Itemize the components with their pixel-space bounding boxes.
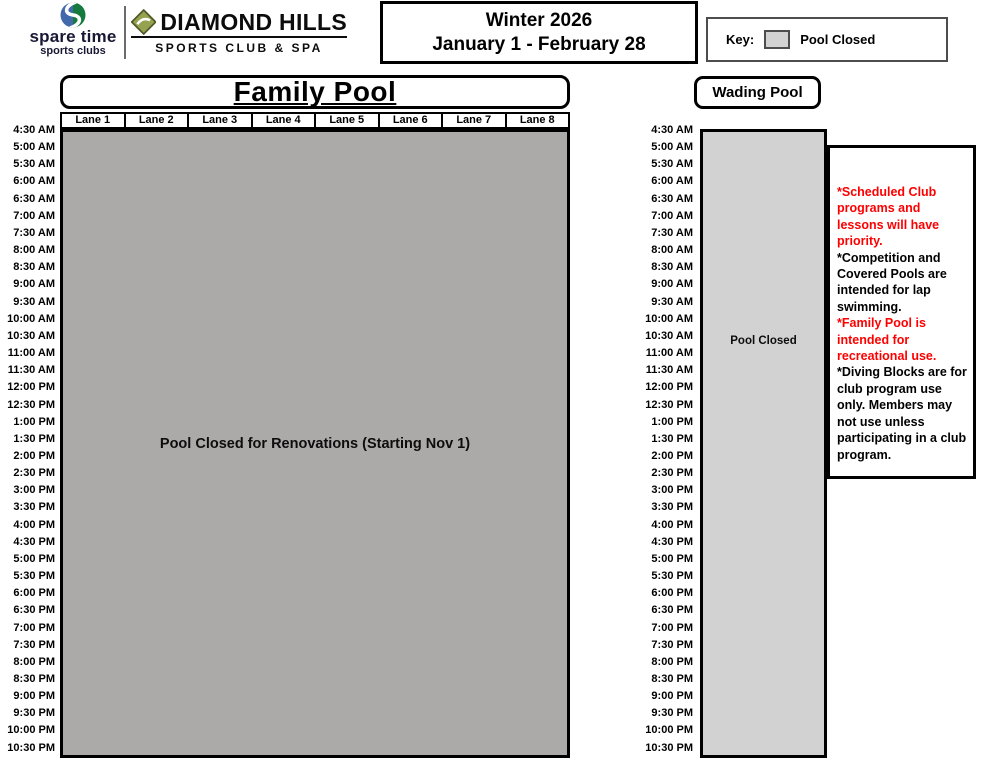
- time-label: 7:00 AM: [13, 209, 55, 222]
- time-label: 3:00 PM: [13, 484, 55, 497]
- time-label: 11:00 AM: [645, 347, 693, 360]
- pool-closed-key-label: Pool Closed: [800, 32, 876, 47]
- time-label: 9:00 AM: [651, 278, 693, 291]
- time-label: 9:00 PM: [651, 690, 693, 703]
- time-label: 10:30 AM: [7, 329, 55, 342]
- time-label: 4:30 AM: [13, 124, 55, 136]
- time-label: 8:30 AM: [651, 261, 693, 274]
- season-title-box: [380, 1, 698, 64]
- family-pool-title: Family Pool: [233, 76, 397, 107]
- time-label: 4:30 AM: [651, 124, 693, 136]
- diamond-hills-name: DIAMOND HILLS: [160, 9, 347, 35]
- wading-pool-title: Wading Pool: [712, 84, 803, 101]
- time-label: 5:00 AM: [13, 141, 55, 154]
- family-pool-title-box: [60, 75, 570, 109]
- spare-time-tagline: sports clubs: [40, 45, 106, 57]
- wading-pool-column: [700, 129, 827, 758]
- time-label: 12:30 PM: [7, 398, 55, 411]
- time-label: 7:30 PM: [13, 638, 55, 651]
- spare-time-ball-icon: [60, 2, 86, 28]
- diamond-hills-rule: [131, 36, 347, 38]
- time-label: 8:00 PM: [13, 655, 55, 668]
- time-label: 9:30 PM: [13, 707, 55, 720]
- diamond-hills-logo: [131, 9, 347, 55]
- notes-box: [827, 145, 976, 479]
- time-label: 10:00 PM: [7, 724, 55, 737]
- wading-pool-title-box: [694, 76, 821, 109]
- time-label: 10:30 PM: [7, 741, 55, 754]
- time-label: 4:30 PM: [651, 535, 693, 548]
- time-label: 1:30 PM: [651, 432, 693, 445]
- legend-box: [706, 17, 948, 62]
- lane-header-cell: Lane 5: [314, 112, 380, 129]
- time-label: 10:30 AM: [645, 329, 693, 342]
- time-label: 6:00 PM: [13, 587, 55, 600]
- lane-header-cell: Lane 2: [124, 112, 190, 129]
- time-label: 7:30 PM: [651, 638, 693, 651]
- time-label: 7:00 PM: [13, 621, 55, 634]
- spare-time-name: spare time: [29, 27, 117, 46]
- time-label: 8:30 PM: [651, 673, 693, 685]
- time-label: 4:00 PM: [651, 518, 693, 531]
- time-label: 9:30 AM: [13, 295, 55, 308]
- time-label: 8:00 AM: [13, 244, 55, 257]
- time-label: 12:30 PM: [645, 398, 693, 411]
- note-segment: *Scheduled Club programs and lessons will have priority.: [837, 185, 940, 249]
- time-label: 8:00 AM: [651, 244, 693, 257]
- time-label: 5:30 PM: [651, 570, 693, 583]
- time-label: 7:30 AM: [651, 226, 693, 239]
- diamond-icon: [131, 9, 156, 35]
- time-label: 12:00 PM: [7, 381, 55, 394]
- time-label: 2:30 PM: [13, 467, 55, 480]
- time-label: 2:30 PM: [651, 467, 693, 480]
- time-label: 9:00 PM: [13, 690, 55, 703]
- time-label: 5:00 PM: [13, 552, 55, 565]
- family-pool-status: Pool Closed for Renovations (Starting Nov 1): [159, 435, 471, 452]
- legend-label: Key:: [726, 32, 755, 47]
- lane-header-cell: Lane 6: [378, 112, 444, 129]
- time-label: 6:30 PM: [13, 604, 55, 617]
- time-label: 6:30 AM: [13, 192, 55, 205]
- lane-header-cell: Lane 3: [187, 112, 253, 129]
- time-label: 9:30 PM: [651, 707, 693, 720]
- time-label: 1:30 PM: [13, 432, 55, 445]
- note-segment: *Diving Blocks are for club program use only. Members may not use unless participating in a club program.: [837, 365, 967, 462]
- lane-header-cell: Lane 8: [505, 112, 571, 129]
- time-label: 7:00 PM: [651, 621, 693, 634]
- time-label: 6:30 AM: [651, 192, 693, 205]
- time-label: 5:00 AM: [651, 141, 693, 154]
- time-label: 7:00 AM: [651, 209, 693, 222]
- time-label: 5:30 PM: [13, 570, 55, 583]
- season-title: Winter 2026: [485, 10, 593, 31]
- note-segment: *Competition and Covered Pools are intended for lap swimming.: [837, 250, 947, 314]
- date-range: January 1 - February 28: [432, 34, 646, 55]
- time-label: 10:00 AM: [645, 312, 693, 325]
- wading-pool-status: Pool Closed: [730, 335, 797, 347]
- time-label: 12:00 PM: [645, 381, 693, 394]
- time-label: 6:30 PM: [651, 604, 693, 617]
- pool-closed-swatch: [764, 30, 790, 49]
- family-pool-time-column: [0, 124, 55, 755]
- time-label: 3:30 PM: [651, 501, 693, 514]
- time-label: 5:00 PM: [651, 552, 693, 565]
- lane-header-cell: Lane 4: [251, 112, 317, 129]
- time-label: 4:30 PM: [13, 535, 55, 548]
- time-label: 4:00 PM: [13, 518, 55, 531]
- note-segment: *Family Pool is intended for recreational use.: [837, 316, 937, 364]
- time-label: 7:30 AM: [13, 226, 55, 239]
- logo-divider: [124, 6, 126, 59]
- time-label: 10:00 AM: [7, 312, 55, 325]
- time-label: 9:30 AM: [651, 295, 693, 308]
- time-label: 9:00 AM: [13, 278, 55, 291]
- diamond-hills-tagline: SPORTS CLUB & SPA: [155, 41, 323, 55]
- time-label: 10:00 PM: [645, 724, 693, 737]
- lane-header-cell: Lane 1: [60, 112, 126, 129]
- time-label: 1:00 PM: [13, 415, 55, 428]
- time-label: 8:30 AM: [13, 261, 55, 274]
- time-label: 11:30 AM: [645, 364, 693, 377]
- time-label: 1:00 PM: [651, 415, 693, 428]
- time-label: 6:00 AM: [13, 175, 55, 188]
- wading-pool-time-column: [610, 124, 693, 755]
- family-pool-grid: [60, 129, 570, 758]
- time-label: 3:00 PM: [651, 484, 693, 497]
- time-label: 6:00 PM: [651, 587, 693, 600]
- lane-header-row: [60, 112, 570, 129]
- time-label: 10:30 PM: [645, 741, 693, 754]
- time-label: 2:00 PM: [651, 449, 693, 462]
- time-label: 5:30 AM: [13, 158, 55, 171]
- lane-header-cell: Lane 7: [441, 112, 507, 129]
- time-label: 8:30 PM: [13, 673, 55, 685]
- time-label: 3:30 PM: [13, 501, 55, 514]
- time-label: 6:00 AM: [651, 175, 693, 188]
- time-label: 11:30 AM: [7, 364, 55, 377]
- time-label: 8:00 PM: [651, 655, 693, 668]
- time-label: 5:30 AM: [651, 158, 693, 171]
- time-label: 2:00 PM: [13, 449, 55, 462]
- spare-time-logo: [24, 2, 122, 62]
- time-label: 11:00 AM: [7, 347, 55, 360]
